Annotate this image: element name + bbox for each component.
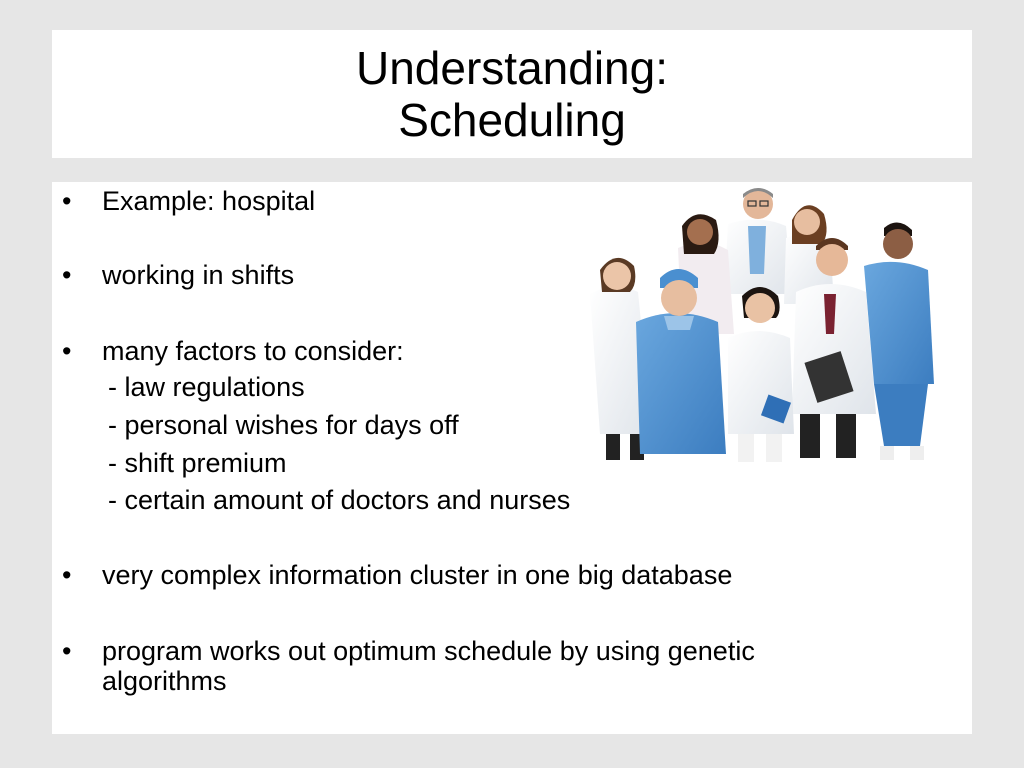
sub-item: - certain amount of doctors and nurses: [108, 485, 571, 515]
slide-title-box: [52, 30, 972, 158]
sub-item: - shift premium: [108, 448, 287, 478]
bullet-dot: •: [62, 186, 72, 216]
bullet-text: many factors to consider:: [102, 336, 404, 366]
bullet-text: algorithms: [102, 666, 227, 696]
bullet-text: Example: hospital: [102, 186, 316, 216]
bullet-text: program works out optimum schedule by using genetic: [102, 636, 755, 666]
bullet-dot: •: [62, 336, 72, 366]
slide-title-line-2: Scheduling: [398, 94, 626, 146]
bullet-dot: •: [62, 636, 72, 666]
bullet-text: working in shifts: [102, 260, 295, 290]
bullet-dot: •: [62, 560, 72, 590]
sub-item: - personal wishes for days off: [108, 410, 459, 440]
bullet-text: very complex information cluster in one big database: [102, 560, 733, 590]
bullet-dot: •: [62, 260, 72, 290]
sub-item: - law regulations: [108, 372, 305, 402]
medical-staff-photo: [578, 184, 940, 466]
slide-body: [52, 182, 972, 734]
slide-title-line-1: Understanding:: [356, 42, 668, 94]
